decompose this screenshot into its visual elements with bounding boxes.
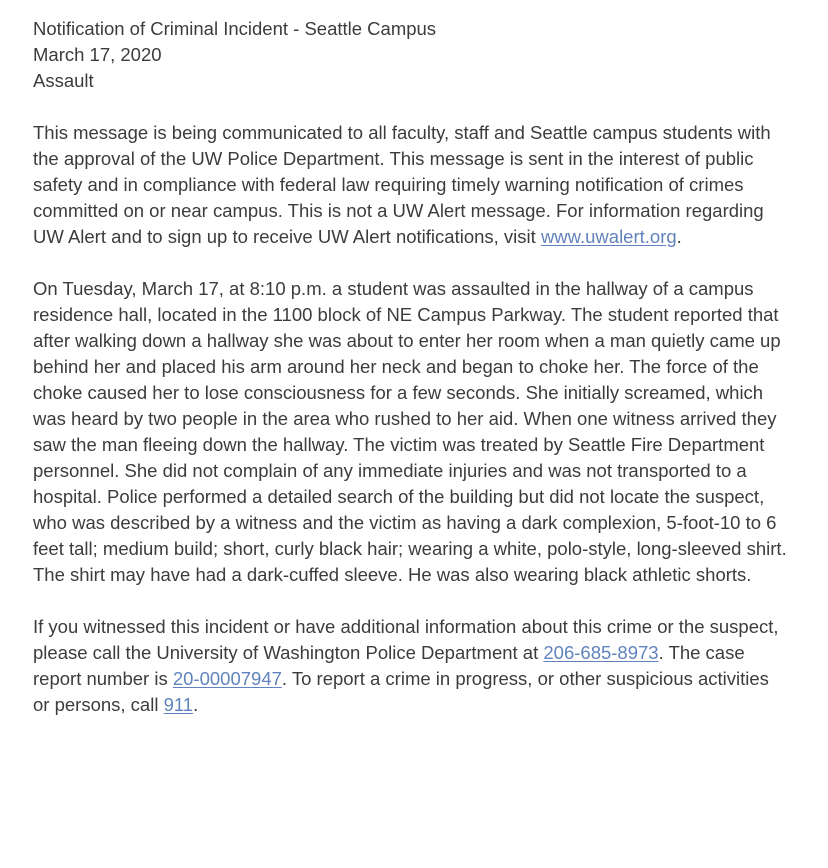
case-report-number-link[interactable]: 20-00007947 <box>172 668 282 689</box>
contact-text-3: . To report a crime in progress, or other suspicious activities or persons, call <box>33 668 769 715</box>
contact-paragraph <box>33 614 788 718</box>
police-phone-link[interactable]: 206-685-8973 <box>543 642 659 663</box>
incident-paragraph <box>33 276 788 588</box>
incident-date: March 17, 2020 <box>33 44 162 65</box>
uwalert-link[interactable]: www.uwalert.org <box>540 226 677 247</box>
contact-text-2: . The case report number is <box>33 642 745 689</box>
emergency-911-link[interactable]: 911 <box>163 694 194 715</box>
incident-category: Assault <box>33 70 94 91</box>
contact-text-4: . <box>193 694 199 715</box>
contact-text-1: If you witnessed this incident or have additional information about this crime or the suspect, please call the University of Washington Police Department at <box>33 616 779 663</box>
incident-text: On Tuesday, March 17, at 8:10 p.m. a student was assaulted in the hallway of a campus residence hall, located in the 1100 block of NE Campus Parkway. The student reported that after walking down a hallway she was about to enter her room when a man quietly came up behind her and placed his arm around her neck and began to choke her. The force of the choke caused her to lose consciousness for a few seconds. She initially screamed, which was heard by two people in the area who rushed to her aid. When one witness arrived they saw the man fleeing down the hallway. The victim was treated by Seattle Fire Department personnel. She did not complain of any immediate injuries and was not transported to a hospital. Police performed a detailed search of the building but did not locate the suspect, who was described by a witness and the victim as having a dark complexion, 5-foot-10 to 6 feet tall; medium build; short, curly black hair; wearing a white, polo-style, long-sleeved shirt. The shirt may have had a dark-cuffed sleeve. He was also wearing black athletic shorts. <box>33 278 787 585</box>
intro-text-after-link: . <box>676 226 682 247</box>
page-title: Notification of Criminal Incident - Seattle Campus <box>33 18 437 39</box>
intro-text-before-link: This message is being communicated to all faculty, staff and Seattle campus students with the approval of the UW Police Department. This message is sent in the interest of public safety and in compliance with federal law requiring timely warning notification of crimes committed on or near campus. This is not a UW Alert message. For information regarding UW Alert and to sign up to receive UW Alert notifications, visit <box>33 122 771 247</box>
document-header <box>33 16 788 94</box>
intro-paragraph <box>33 120 788 250</box>
